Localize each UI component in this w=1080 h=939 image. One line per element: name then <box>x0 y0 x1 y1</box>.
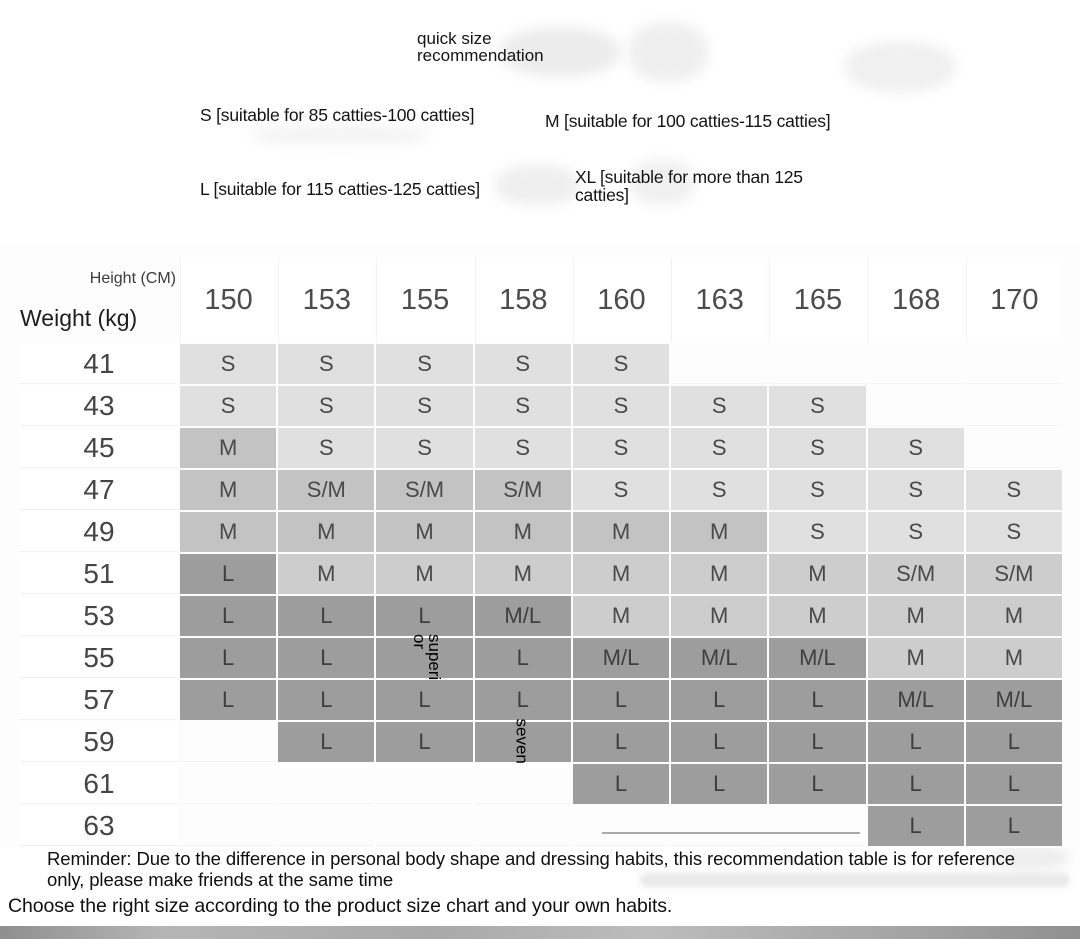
size-cell: L <box>573 764 669 804</box>
background-artifact <box>628 22 708 82</box>
table-bottom-edge-line <box>602 832 860 834</box>
watermark-seven-text <box>512 718 532 771</box>
size-cell: M <box>769 554 865 594</box>
size-cell: M <box>573 554 669 594</box>
size-cell: L <box>180 554 276 594</box>
size-cell: L <box>475 680 571 720</box>
reminder-note: Reminder: Due to the difference in personal body shape and dressing habits, this recommendation table is for reference only, please make friends at the same time <box>47 848 1015 890</box>
size-cell: L <box>180 638 276 678</box>
size-cell <box>180 806 276 846</box>
height-column-header: 155 <box>376 258 472 342</box>
size-cell <box>671 806 767 846</box>
size-cell: S <box>573 470 669 510</box>
size-cell <box>376 764 472 804</box>
weight-row-header: 45 <box>20 428 178 468</box>
size-cell: M <box>180 512 276 552</box>
size-cell: S/M <box>475 470 571 510</box>
size-cell: S/M <box>278 470 374 510</box>
size-cell: L <box>376 722 472 762</box>
watermark-line: superi <box>425 634 444 681</box>
size-cell: L <box>966 806 1062 846</box>
weight-row-header: 53 <box>20 596 178 636</box>
size-cell: S <box>868 512 964 552</box>
size-cell: M <box>868 596 964 636</box>
size-cell: S <box>671 386 767 426</box>
legend-size-s: S [suitable for 85 catties-100 catties] <box>200 105 475 125</box>
size-cell <box>769 344 865 384</box>
size-cell <box>966 386 1062 426</box>
size-cell: S <box>180 386 276 426</box>
size-cell: S <box>180 344 276 384</box>
size-cell: M <box>671 512 767 552</box>
size-cell: S <box>769 470 865 510</box>
size-cell: M/L <box>966 680 1062 720</box>
size-cell: S <box>769 386 865 426</box>
height-column-header: 150 <box>180 258 276 342</box>
size-cell: L <box>868 764 964 804</box>
height-column-header: 165 <box>769 258 865 342</box>
size-cell: M/L <box>475 596 571 636</box>
size-cell <box>966 428 1062 468</box>
size-cell: S/M <box>966 554 1062 594</box>
size-cell <box>180 764 276 804</box>
size-cell: M/L <box>573 638 669 678</box>
size-cell: L <box>278 638 374 678</box>
size-cell: S <box>573 428 669 468</box>
weight-row-header: 63 <box>20 806 178 846</box>
size-cell <box>868 344 964 384</box>
weight-row-header: 47 <box>20 470 178 510</box>
weight-axis-label: Weight (kg) <box>20 305 138 331</box>
legend-size-l: L [suitable for 115 catties-125 catties] <box>200 179 480 199</box>
watermark-line: seven <box>512 718 532 764</box>
background-artifact <box>845 42 955 92</box>
size-cell: M <box>671 596 767 636</box>
legend-size-xl: XL [suitable for more than 125 catties] <box>575 167 803 205</box>
size-cell: L <box>180 596 276 636</box>
size-cell: S <box>868 470 964 510</box>
size-cell: M <box>376 512 472 552</box>
size-cell: M <box>769 596 865 636</box>
size-cell: M <box>573 596 669 636</box>
size-cell: L <box>868 806 964 846</box>
size-cell: L <box>966 722 1062 762</box>
size-cell: M/L <box>769 638 865 678</box>
size-cell: S <box>769 428 865 468</box>
background-artifact <box>250 125 430 145</box>
bottom-edge-strip <box>0 926 1080 939</box>
legend-size-m: M [suitable for 100 catties-115 catties] <box>545 111 831 131</box>
background-artifact <box>495 165 580 205</box>
size-cell <box>278 806 374 846</box>
size-cell: L <box>769 680 865 720</box>
size-cell: M <box>671 554 767 594</box>
size-cell: M <box>278 554 374 594</box>
size-cell: M <box>278 512 374 552</box>
size-cell: S/M <box>868 554 964 594</box>
size-cell: L <box>671 764 767 804</box>
size-cell: L <box>278 596 374 636</box>
size-cell: M <box>966 596 1062 636</box>
height-column-header: 160 <box>573 258 669 342</box>
size-cell: S <box>475 386 571 426</box>
size-cell: L <box>769 722 865 762</box>
size-cell: M/L <box>868 680 964 720</box>
size-cell: S <box>475 344 571 384</box>
size-cell: S <box>573 344 669 384</box>
size-cell: S <box>966 470 1062 510</box>
size-cell: S <box>376 386 472 426</box>
size-cell: L <box>573 722 669 762</box>
size-cell: L <box>573 680 669 720</box>
size-cell <box>180 722 276 762</box>
size-cell <box>769 806 865 846</box>
size-cell: S <box>671 428 767 468</box>
table-corner <box>20 258 178 342</box>
size-cell: M <box>475 554 571 594</box>
size-cell: L <box>376 680 472 720</box>
size-cell: S <box>475 428 571 468</box>
size-cell: L <box>278 722 374 762</box>
size-cell <box>573 806 669 846</box>
size-cell: M <box>868 638 964 678</box>
size-cell: M <box>573 512 669 552</box>
height-axis-label: Height (CM) <box>89 270 176 287</box>
size-cell: S <box>769 512 865 552</box>
height-column-header: 153 <box>278 258 374 342</box>
weight-row-header: 61 <box>20 764 178 804</box>
size-cell: S/M <box>376 470 472 510</box>
weight-row-header: 55 <box>20 638 178 678</box>
size-cell: L <box>671 722 767 762</box>
size-cell <box>376 806 472 846</box>
height-column-header: 163 <box>671 258 767 342</box>
size-cell <box>671 344 767 384</box>
weight-row-header: 43 <box>20 386 178 426</box>
size-cell: L <box>376 596 472 636</box>
size-cell <box>475 806 571 846</box>
size-cell: L <box>475 638 571 678</box>
size-cell: S <box>868 428 964 468</box>
weight-row-header: 59 <box>20 722 178 762</box>
watermark-superior-text <box>412 634 442 694</box>
size-cell: L <box>966 764 1062 804</box>
size-cell: S <box>376 428 472 468</box>
size-cell: S <box>278 386 374 426</box>
size-cell: S <box>376 344 472 384</box>
size-cell: M <box>376 554 472 594</box>
size-cell <box>966 344 1062 384</box>
choose-size-note: Choose the right size according to the product size chart and your own habits. <box>8 895 673 917</box>
size-cell: L <box>671 680 767 720</box>
size-cell: M <box>180 470 276 510</box>
weight-row-header: 41 <box>20 344 178 384</box>
weight-row-header: 49 <box>20 512 178 552</box>
height-column-header: 170 <box>966 258 1062 342</box>
size-cell: S <box>966 512 1062 552</box>
size-cell: M <box>966 638 1062 678</box>
size-cell: L <box>180 680 276 720</box>
height-column-header: 168 <box>868 258 964 342</box>
size-cell <box>278 764 374 804</box>
size-grid <box>20 258 1062 846</box>
size-cell: S <box>573 386 669 426</box>
size-cell: L <box>868 722 964 762</box>
height-column-header: 158 <box>475 258 571 342</box>
size-cell: M/L <box>671 638 767 678</box>
size-cell: S <box>278 344 374 384</box>
weight-row-header: 51 <box>20 554 178 594</box>
weight-row-header: 57 <box>20 680 178 720</box>
size-cell: M <box>180 428 276 468</box>
size-cell: L <box>278 680 374 720</box>
size-cell: M <box>475 512 571 552</box>
size-cell: S <box>278 428 374 468</box>
size-cell: S <box>671 470 767 510</box>
size-cell <box>868 386 964 426</box>
page-title: quick size recommendation <box>417 29 544 65</box>
watermark-line: or <box>410 634 429 650</box>
size-cell: L <box>769 764 865 804</box>
